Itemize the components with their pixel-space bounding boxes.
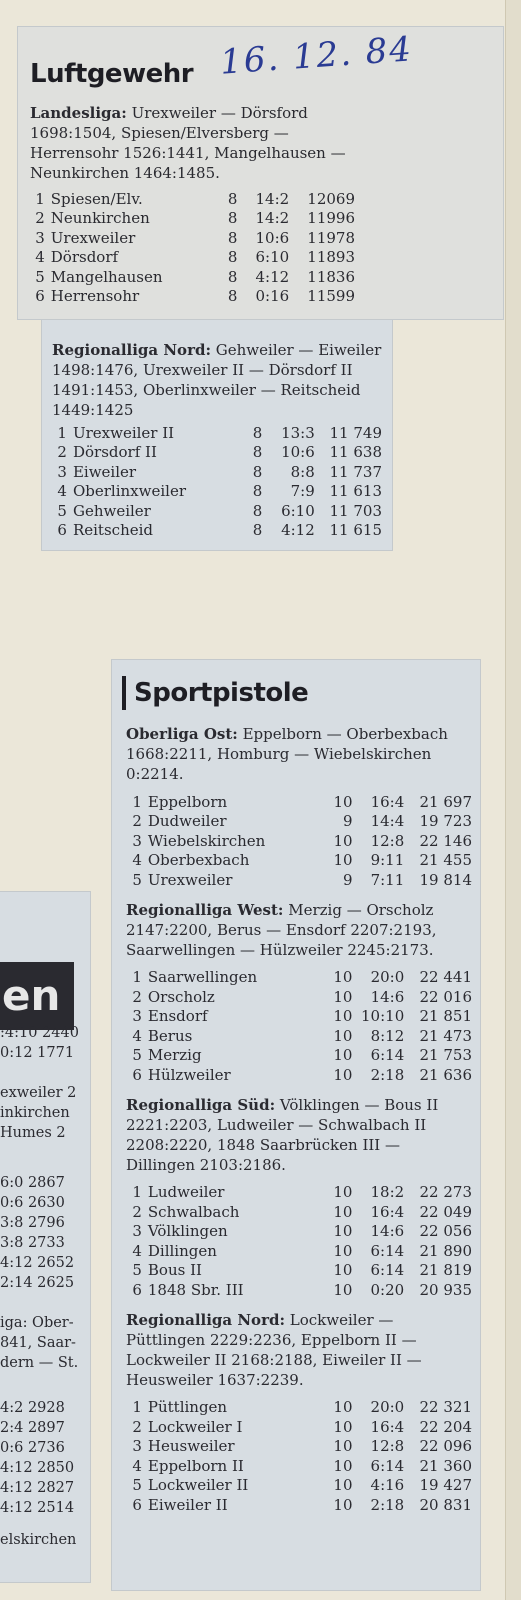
fragment-line: 841, Saar- <box>0 1335 76 1351</box>
standing-team: Merzig <box>147 1046 202 1065</box>
table-row <box>126 1241 472 1261</box>
regio-nord-clipping <box>42 320 392 550</box>
standing-rank: 5 <box>132 1476 142 1495</box>
table-row <box>30 287 355 307</box>
standing-rings: 22 146 <box>419 831 472 850</box>
standing-team: Heusweiler <box>147 1437 235 1456</box>
standing-games: 8 <box>227 267 238 286</box>
table-row <box>30 248 355 268</box>
standing-points: 8:12 <box>370 1026 405 1045</box>
luftgewehr-table <box>30 189 355 306</box>
regio-nord-table <box>52 423 382 540</box>
fragment-line: Humes 2 <box>0 1125 66 1141</box>
standing-rank: 3 <box>57 462 67 481</box>
league-results-text: Völklingen — Bous II 2221:2203, Ludweiler — Schwalbach II 2208:2220, 1848 Saarbrücken III — Dillingen 2103:2186. <box>126 1095 439 1174</box>
standing-team: Orscholz <box>147 987 215 1006</box>
standing-rings: 21 473 <box>419 1026 472 1045</box>
standing-rank: 1 <box>132 1398 142 1417</box>
standing-rank: 4 <box>132 1026 142 1045</box>
standing-points: 6:14 <box>370 1046 405 1065</box>
table-row <box>126 1007 472 1027</box>
standing-rank: 2 <box>132 1417 142 1436</box>
standing-rings: 20 831 <box>419 1495 472 1514</box>
standing-rank: 4 <box>132 1241 142 1260</box>
standing-team: Oberbexbach <box>147 851 250 870</box>
standing-rank: 6 <box>132 1280 142 1299</box>
fragment-line: 3:8 2796 <box>0 1215 65 1231</box>
standing-games: 8 <box>252 443 263 462</box>
standing-games: 10 <box>333 1398 353 1417</box>
table-row <box>126 1261 472 1281</box>
standing-games: 8 <box>252 462 263 481</box>
standing-team: Lockweiler II <box>147 1476 249 1495</box>
standing-games: 8 <box>252 521 263 540</box>
sportpistole-title: Sportpistole <box>134 678 309 708</box>
standing-games: 8 <box>227 248 238 267</box>
standing-rank: 2 <box>132 987 142 1006</box>
standing-games: 10 <box>333 987 353 1006</box>
standing-points: 14:4 <box>370 812 405 831</box>
standing-games: 10 <box>333 1437 353 1456</box>
standing-points: 6:10 <box>255 248 290 267</box>
table-row <box>52 482 382 502</box>
standing-team: Spiesen/Elv. <box>50 189 143 208</box>
standing-rank: 4 <box>35 248 45 267</box>
standing-points: 12:8 <box>370 831 405 850</box>
standing-team: 1848 Sbr. III <box>147 1280 244 1299</box>
standing-games: 10 <box>333 1417 353 1436</box>
handwritten-date: 16. 12. 84 <box>218 29 415 83</box>
luftgewehr-results-text: Urexweiler — Dörsford 1698:1504, Spiesen/Elversberg — Herrensohr 1526:1441, Mangelhausen — Neunkirchen 1464:1485. <box>30 104 346 182</box>
league-table <box>126 792 472 890</box>
standing-rings: 22 016 <box>419 987 472 1006</box>
standing-team: Püttlingen <box>147 1398 228 1417</box>
standing-rings: 22 441 <box>419 968 472 987</box>
league-results <box>126 1310 472 1390</box>
fragment-line: exweiler 2 <box>0 1085 77 1101</box>
standing-games: 10 <box>333 792 353 811</box>
fragment-line: 0:12 1771 <box>0 1045 75 1061</box>
league-results <box>126 724 472 784</box>
standing-rank: 1 <box>35 189 45 208</box>
standing-points: 7:11 <box>370 870 405 889</box>
league-table <box>126 968 472 1085</box>
standing-games: 10 <box>333 1476 353 1495</box>
league-results-text: Merzig — Orscholz 2147:2200, Berus — Ensdorf 2207:2193, Saarwellingen — Hülzweiler 2245:2173. <box>126 900 437 959</box>
standing-rings: 21 819 <box>419 1261 472 1280</box>
standing-points: 6:14 <box>370 1456 405 1475</box>
fragment-line: 2:14 2625 <box>0 1275 75 1291</box>
standing-rings: 12069 <box>307 189 355 208</box>
standing-games: 8 <box>252 423 263 442</box>
league-section <box>126 1310 472 1515</box>
standing-team: Urexweiler <box>147 870 233 889</box>
standing-points: 12:8 <box>370 1437 405 1456</box>
fragment-line: iga: Ober- <box>0 1315 74 1331</box>
table-row <box>126 1495 472 1515</box>
standing-rank: 2 <box>35 209 45 228</box>
league-name: Regionalliga West: <box>126 900 284 919</box>
table-row <box>52 501 382 521</box>
table-row <box>126 1437 472 1457</box>
standing-games: 8 <box>252 482 263 501</box>
fragment-line: elskirchen <box>0 1532 77 1548</box>
standing-games: 10 <box>333 1456 353 1475</box>
standing-rank: 1 <box>132 792 142 811</box>
standing-team: Ludweiler <box>147 1183 225 1202</box>
standing-rings: 21 455 <box>419 851 472 870</box>
sportpistole-sections <box>126 724 472 1525</box>
standing-games: 10 <box>333 1026 353 1045</box>
standing-rank: 6 <box>57 521 67 540</box>
standing-games: 10 <box>333 1495 353 1514</box>
standing-rank: 6 <box>132 1065 142 1084</box>
standing-team: Völklingen <box>147 1222 228 1241</box>
table-row <box>52 443 382 463</box>
league-section <box>126 724 472 890</box>
standing-rank: 1 <box>132 1183 142 1202</box>
standing-rank: 4 <box>57 482 67 501</box>
standing-games: 8 <box>227 287 238 306</box>
standing-team: Herrensohr <box>50 287 140 306</box>
league-section <box>126 900 472 1085</box>
standing-rings: 11 703 <box>329 501 382 520</box>
standing-rings: 21 360 <box>419 1456 472 1475</box>
table-row <box>52 423 382 443</box>
header-bar <box>122 676 126 710</box>
standing-team: Urexweiler II <box>72 423 175 442</box>
standing-rank: 5 <box>57 501 67 520</box>
table-row <box>126 1222 472 1242</box>
luftgewehr-title: Luftgewehr <box>30 59 194 89</box>
fragment-line: 4:12 2827 <box>0 1480 75 1496</box>
standing-team: Dörsdorf II <box>72 443 157 462</box>
standing-points: 0:20 <box>370 1280 405 1299</box>
standing-rings: 21 890 <box>419 1241 472 1260</box>
standing-rank: 3 <box>35 228 45 247</box>
standing-team: Urexweiler <box>50 228 136 247</box>
league-name: Regionalliga Nord: <box>126 1310 285 1329</box>
standing-points: 9:11 <box>370 851 405 870</box>
table-row <box>126 1046 472 1066</box>
standing-team: Berus <box>147 1026 193 1045</box>
luftgewehr-league: Landesliga: <box>30 104 127 122</box>
standing-team: Dillingen <box>147 1241 217 1260</box>
standing-games: 10 <box>333 1065 353 1084</box>
standing-points: 14:2 <box>255 189 290 208</box>
fragment-line: 4:2 2928 <box>0 1400 65 1416</box>
fragment-line: dern — St. <box>0 1355 79 1371</box>
table-row <box>126 1183 472 1203</box>
standing-points: 16:4 <box>370 1417 405 1436</box>
standing-rank: 5 <box>35 267 45 286</box>
standing-points: 7:9 <box>290 482 315 501</box>
standing-team: Dudweiler <box>147 812 227 831</box>
standing-rings: 21 851 <box>419 1007 472 1026</box>
standing-points: 10:6 <box>255 228 290 247</box>
standing-team: Wiebelskirchen <box>147 831 266 850</box>
fragment-line: 3:8 2733 <box>0 1235 65 1251</box>
table-row <box>30 267 355 287</box>
standing-team: Mangelhausen <box>50 267 163 286</box>
standing-team: Dörsdorf <box>50 248 119 267</box>
standing-games: 9 <box>343 812 353 831</box>
standing-rings: 22 049 <box>419 1202 472 1221</box>
standing-rank: 3 <box>132 831 142 850</box>
standing-games: 8 <box>227 228 238 247</box>
regio-nord-results-text: Gehweiler — Eiweiler 1498:1476, Urexweiler II — Dörsdorf II 1491:1453, Oberlinxweiler — Reitscheid 1449:1425 <box>52 341 382 419</box>
standing-rings: 19 427 <box>419 1476 472 1495</box>
standing-team: Eppelborn <box>147 792 228 811</box>
standing-rings: 11836 <box>307 267 355 286</box>
standing-points: 20:0 <box>370 1398 405 1417</box>
standing-games: 10 <box>333 1222 353 1241</box>
fragment-line: 0:6 2630 <box>0 1195 65 1211</box>
regio-nord-results <box>52 340 382 420</box>
standing-games: 10 <box>333 1241 353 1260</box>
table-row <box>30 189 355 209</box>
standing-points: 16:4 <box>370 792 405 811</box>
left-fragment-heading: en <box>0 962 74 1030</box>
standing-rank: 3 <box>132 1007 142 1026</box>
league-table <box>126 1398 472 1515</box>
standing-team: Neunkirchen <box>50 209 150 228</box>
table-row <box>126 1202 472 1222</box>
standing-team: Eppelborn II <box>147 1456 244 1475</box>
table-row <box>126 968 472 988</box>
standing-points: 2:18 <box>370 1065 405 1084</box>
league-name: Regionalliga Süd: <box>126 1095 276 1114</box>
fragment-line: 2:4 2897 <box>0 1420 65 1436</box>
standing-points: 10:6 <box>281 443 315 462</box>
standing-rings: 11 638 <box>329 443 382 462</box>
standing-team: Ensdorf <box>147 1007 208 1026</box>
table-row <box>126 812 472 832</box>
standing-games: 10 <box>333 851 353 870</box>
standing-rings: 21 697 <box>419 792 472 811</box>
standing-rank: 5 <box>132 1261 142 1280</box>
standing-points: 4:16 <box>370 1476 405 1495</box>
table-row <box>126 1065 472 1085</box>
standing-rank: 5 <box>132 870 142 889</box>
standing-points: 18:2 <box>370 1183 405 1202</box>
standing-rings: 22 321 <box>419 1398 472 1417</box>
standing-games: 10 <box>333 1202 353 1221</box>
table-row <box>126 870 472 890</box>
standing-rings: 22 204 <box>419 1417 472 1436</box>
table-row <box>126 987 472 1007</box>
standing-team: Lockweiler I <box>147 1417 243 1436</box>
standing-points: 16:4 <box>370 1202 405 1221</box>
luftgewehr-results <box>30 103 360 183</box>
league-name: Oberliga Ost: <box>126 725 238 743</box>
standing-team: Saarwellingen <box>147 968 258 987</box>
standing-rank: 5 <box>132 1046 142 1065</box>
league-results-text: Eppelborn — Oberbexbach 1668:2211, Homburg — Wiebelskirchen 0:2214. <box>126 725 448 783</box>
standing-rank: 6 <box>132 1495 142 1514</box>
standing-points: 0:16 <box>255 287 290 306</box>
league-results-text: Lockweiler — Püttlingen 2229:2236, Eppelborn II — Lockweiler II 2168:2188, Eiweiler II — Heusweiler 1637:2239. <box>126 1310 422 1389</box>
standing-rings: 11893 <box>307 248 355 267</box>
sportpistole-clipping <box>112 660 480 1590</box>
standing-games: 10 <box>333 831 353 850</box>
fragment-line: :4:10 2440 <box>0 1025 79 1041</box>
table-row <box>126 1456 472 1476</box>
league-results <box>126 900 472 960</box>
standing-games: 10 <box>333 1007 353 1026</box>
table-row <box>126 1417 472 1437</box>
standing-rings: 21 636 <box>419 1065 472 1084</box>
table-row <box>126 1280 472 1300</box>
standing-points: 4:12 <box>255 267 290 286</box>
standing-points: 14:6 <box>370 987 405 1006</box>
standing-team: Eiweiler <box>72 462 137 481</box>
standing-points: 8:8 <box>290 462 315 481</box>
table-row <box>52 521 382 541</box>
standing-games: 8 <box>252 501 263 520</box>
standing-rings: 19 723 <box>419 812 472 831</box>
standing-points: 6:10 <box>281 501 315 520</box>
standing-points: 6:14 <box>370 1261 405 1280</box>
fragment-line: 0:6 2736 <box>0 1440 65 1456</box>
table-row <box>126 1398 472 1418</box>
standing-rank: 4 <box>132 1456 142 1475</box>
standing-points: 13:3 <box>281 423 315 442</box>
page-edge <box>505 0 521 1600</box>
standing-team: Reitscheid <box>72 521 154 540</box>
table-row <box>126 831 472 851</box>
table-row <box>126 1476 472 1496</box>
standing-games: 10 <box>333 1261 353 1280</box>
standing-points: 6:14 <box>370 1241 405 1260</box>
table-row <box>30 209 355 229</box>
standing-team: Schwalbach <box>147 1202 240 1221</box>
standing-games: 10 <box>333 1183 353 1202</box>
standing-games: 10 <box>333 968 353 987</box>
standing-points: 14:6 <box>370 1222 405 1241</box>
standing-rank: 1 <box>132 968 142 987</box>
standing-games: 10 <box>333 1280 353 1299</box>
standing-rank: 6 <box>35 287 45 306</box>
standing-team: Bous II <box>147 1261 202 1280</box>
standing-rings: 11 615 <box>329 521 382 540</box>
league-section <box>126 1095 472 1300</box>
table-row <box>126 851 472 871</box>
standing-rings: 21 753 <box>419 1046 472 1065</box>
standing-rank: 2 <box>57 443 67 462</box>
table-row <box>126 792 472 812</box>
standing-rank: 1 <box>57 423 67 442</box>
table-row <box>52 462 382 482</box>
standing-rings: 11978 <box>307 228 355 247</box>
standing-rings: 22 096 <box>419 1437 472 1456</box>
standing-team: Oberlinxweiler <box>72 482 186 501</box>
standing-points: 14:2 <box>255 209 290 228</box>
standing-rings: 22 273 <box>419 1183 472 1202</box>
standing-rank: 3 <box>132 1222 142 1241</box>
standing-rings: 20 935 <box>419 1280 472 1299</box>
standing-points: 2:18 <box>370 1495 405 1514</box>
standing-rank: 2 <box>132 1202 142 1221</box>
standing-rings: 11996 <box>307 209 355 228</box>
standing-games: 10 <box>333 1046 353 1065</box>
standing-rings: 11599 <box>307 287 355 306</box>
fragment-line: 4:12 2514 <box>0 1500 75 1516</box>
standing-rings: 11 737 <box>329 462 382 481</box>
standing-rank: 2 <box>132 812 142 831</box>
standing-points: 10:10 <box>361 1007 405 1026</box>
fragment-line: 4:12 2652 <box>0 1255 75 1271</box>
standing-games: 9 <box>343 870 353 889</box>
standing-rings: 11 613 <box>329 482 382 501</box>
regio-nord-league: Regionalliga Nord: <box>52 341 211 359</box>
fragment-line: 6:0 2867 <box>0 1175 65 1191</box>
fragment-line: inkirchen <box>0 1105 70 1121</box>
standing-rings: 19 814 <box>419 870 472 889</box>
standing-rank: 4 <box>132 851 142 870</box>
standing-team: Hülzweiler <box>147 1065 231 1084</box>
standing-rings: 22 056 <box>419 1222 472 1241</box>
standing-games: 8 <box>227 209 238 228</box>
table-row <box>30 228 355 248</box>
sportpistole-header <box>122 676 308 710</box>
standing-rank: 3 <box>132 1437 142 1456</box>
standing-rings: 11 749 <box>329 423 382 442</box>
league-results <box>126 1095 472 1175</box>
league-table <box>126 1183 472 1300</box>
fragment-line: 4:12 2850 <box>0 1460 75 1476</box>
standing-team: Gehweiler <box>72 501 151 520</box>
standing-games: 8 <box>227 189 238 208</box>
standing-points: 20:0 <box>370 968 405 987</box>
standing-points: 4:12 <box>281 521 315 540</box>
table-row <box>126 1026 472 1046</box>
standing-team: Eiweiler II <box>147 1495 228 1514</box>
